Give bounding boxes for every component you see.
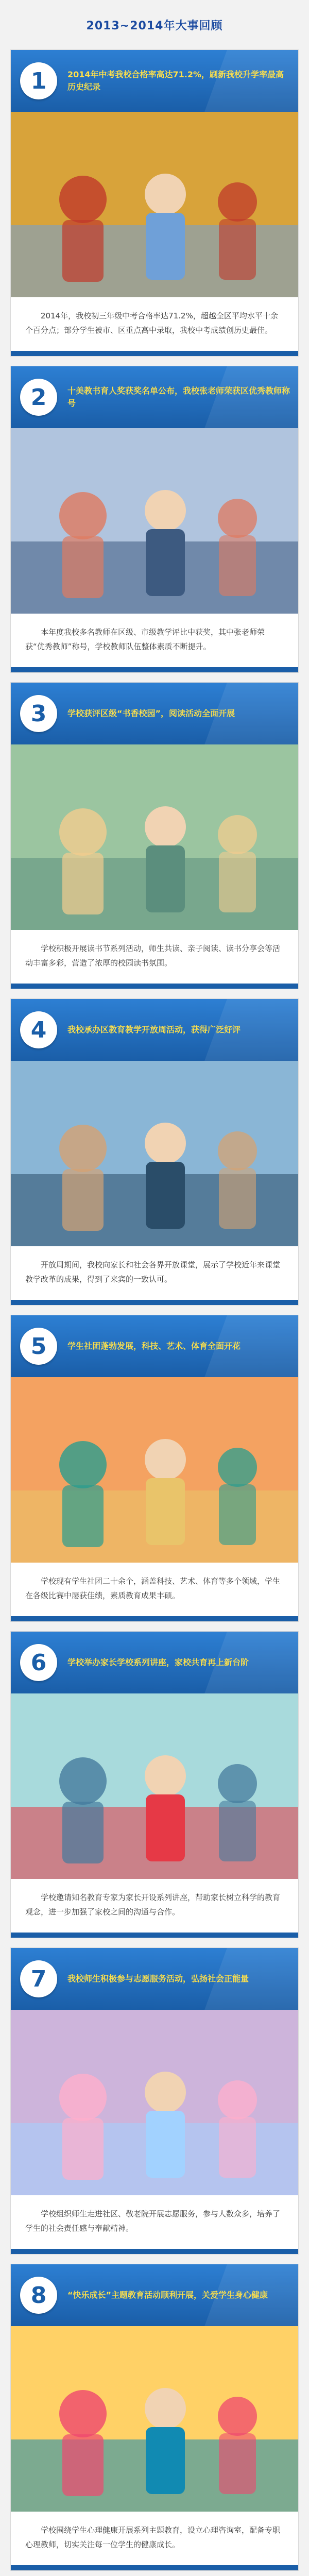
event-headline: 2014年中考我校合格率高达71.2%，刷新我校升学率最高历史纪录	[67, 70, 284, 92]
photo-illustration	[11, 744, 298, 930]
photo-illustration	[11, 1377, 298, 1563]
event-photo	[11, 2010, 298, 2195]
card-footer-bar	[11, 1616, 298, 1621]
event-body	[11, 297, 298, 351]
event-photo	[11, 112, 298, 297]
event-description: 学校组织师生走进社区、敬老院开展志愿服务，参与人数众多，培养了学生的社会责任感与奉献精神。	[25, 2209, 281, 2233]
event-banner	[11, 999, 298, 1061]
event-body	[11, 2195, 298, 2249]
event-headline-box	[67, 59, 290, 103]
event-headline-box	[67, 1641, 290, 1684]
event-headline-box	[67, 692, 290, 735]
event-description: 2014年，我校初三年级中考合格率达71.2%，超越全区平均水平十余个百分点；部分学生被市、区重点高中录取，我校中考成绩创历史最佳。	[25, 311, 278, 335]
event-headline: 我校师生积极参与志愿服务活动，弘扬社会正能量	[67, 1974, 249, 1984]
event-card	[10, 49, 299, 357]
card-footer-bar	[11, 1300, 298, 1305]
event-description: 本年度我校多名教师在区级、市级教学评比中获奖，其中张老师荣获“优秀教师”称号，学校教师队伍整体素质不断提升。	[25, 628, 265, 651]
event-number: 2	[20, 379, 57, 416]
page-title: 2013~2014年大事回顾	[86, 19, 223, 32]
photo-illustration	[11, 428, 298, 614]
event-headline-box	[67, 1008, 290, 1052]
event-headline-box	[67, 2274, 290, 2317]
page-header	[0, 0, 309, 49]
photo-illustration	[11, 112, 298, 297]
event-photo	[11, 1377, 298, 1563]
event-banner	[11, 1632, 298, 1693]
card-footer-bar	[11, 2249, 298, 2254]
event-photo	[11, 428, 298, 614]
event-description: 学校围绕学生心理健康开展系列主题教育，设立心理咨询室，配备专职心理教师，切实关注每一位学生的健康成长。	[25, 2526, 281, 2549]
card-footer-bar	[11, 2565, 298, 2570]
event-card	[10, 1315, 299, 1622]
event-headline: “快乐成长”主题教育活动顺利开展，关爱学生身心健康	[67, 2290, 268, 2300]
event-body	[11, 1246, 298, 1300]
photo-illustration	[11, 2326, 298, 2512]
event-headline: 学生社团蓬勃发展，科技、艺术、体育全面开花	[67, 1341, 241, 1351]
event-description: 学校邀请知名教育专家为家长开设系列讲座，帮助家长树立科学的教育观念，进一步加强了家校之间的沟通与合作。	[25, 1893, 281, 1917]
event-number: 7	[20, 1960, 57, 1997]
event-banner	[11, 1948, 298, 2010]
event-card	[10, 366, 299, 673]
event-number: 5	[20, 1328, 57, 1365]
event-headline: 学校举办家长学校系列讲座，家校共育再上新台阶	[67, 1657, 249, 1667]
event-number: 3	[20, 695, 57, 732]
event-banner	[11, 683, 298, 744]
event-banner	[11, 1315, 298, 1377]
photo-illustration	[11, 1693, 298, 1879]
event-banner	[11, 2264, 298, 2326]
event-description: 开放周期间，我校向家长和社会各界开放课堂，展示了学校近年来课堂教学改革的成果，得到了来宾的一致认可。	[25, 1260, 281, 1284]
event-list	[0, 49, 309, 2576]
photo-illustration	[11, 1061, 298, 1246]
event-card	[10, 2264, 299, 2571]
event-body	[11, 1879, 298, 1933]
photo-illustration	[11, 2010, 298, 2195]
event-number: 8	[20, 2277, 57, 2314]
card-footer-bar	[11, 1933, 298, 1938]
event-headline: 十美教书育人奖获奖名单公布，我校张老师荣获区优秀教师称号	[67, 386, 290, 408]
event-headline-box	[67, 376, 290, 419]
event-headline: 学校获评区级“书香校园”，阅读活动全面开展	[67, 708, 235, 718]
event-photo	[11, 744, 298, 930]
event-body	[11, 2512, 298, 2565]
event-banner	[11, 366, 298, 428]
card-footer-bar	[11, 667, 298, 672]
event-number: 1	[20, 62, 57, 99]
card-footer-bar	[11, 351, 298, 356]
event-body	[11, 614, 298, 667]
event-number: 6	[20, 1644, 57, 1681]
card-footer-bar	[11, 984, 298, 989]
event-card	[10, 1631, 299, 1938]
event-photo	[11, 1693, 298, 1879]
event-description: 学校现有学生社团二十余个，涵盖科技、艺术、体育等多个领域，学生在各级比赛中屡获佳绩，素质教育成果丰硕。	[25, 1577, 281, 1600]
event-number: 4	[20, 1011, 57, 1048]
event-headline: 我校承办区教育教学开放周活动，获得广泛好评	[67, 1025, 241, 1035]
event-card	[10, 682, 299, 989]
event-headline-box	[67, 1957, 290, 2001]
event-body	[11, 930, 298, 984]
event-body	[11, 1563, 298, 1616]
event-card	[10, 1947, 299, 2255]
event-photo	[11, 2326, 298, 2512]
event-photo	[11, 1061, 298, 1246]
event-card	[10, 998, 299, 1306]
event-description: 学校积极开展读书节系列活动，师生共读、亲子阅读、读书分享会等活动丰富多彩，营造了浓厚的校园读书氛围。	[25, 944, 281, 968]
event-headline-box	[67, 1325, 290, 1368]
event-banner	[11, 50, 298, 112]
